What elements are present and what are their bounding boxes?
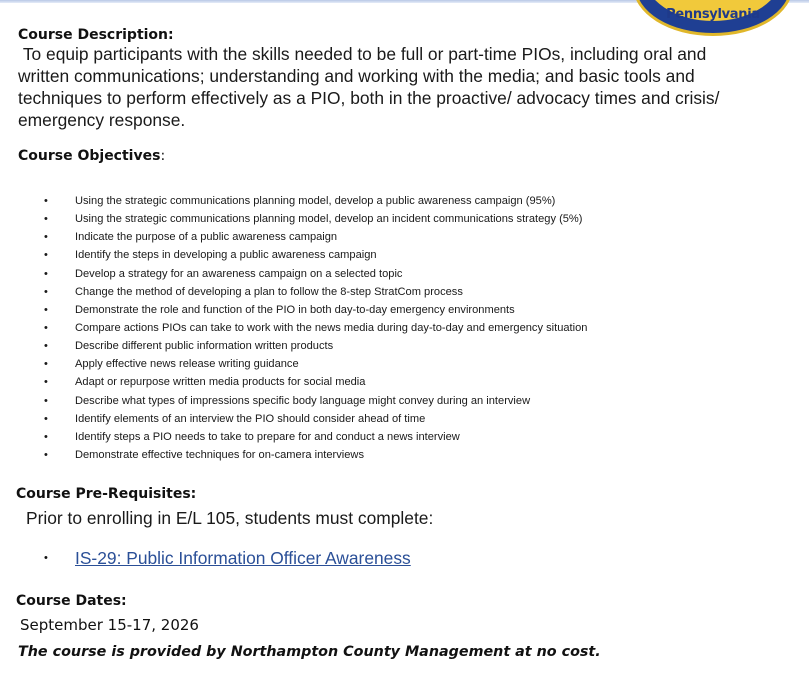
bullet-icon: • [44, 394, 48, 407]
bullet-icon: • [44, 285, 48, 298]
is-29-course-link[interactable]: IS-29: Public Information Officer Awareness [75, 548, 411, 568]
bullet-icon: • [44, 267, 48, 280]
bullet-icon: • [44, 213, 48, 226]
prerequisites-intro: Prior to enrolling in E/L 105, students must complete: [26, 508, 434, 528]
bullet-icon: • [44, 412, 48, 425]
bullet-icon: • [44, 303, 48, 316]
bullet-icon: • [44, 358, 48, 371]
bullet-icon: • [44, 231, 48, 244]
objective-text: Compare actions PIOs can take to work with the news media during day-to-day and emergency situation [75, 321, 588, 334]
objective-text: Using the strategic communications planning model, develop a public awareness campaign (95%) [75, 195, 556, 207]
bullet-icon: • [44, 249, 48, 262]
course-prerequisites-heading: Course Pre-Requisites: [16, 486, 197, 502]
prerequisite-bullet: • [44, 552, 48, 564]
course-description-text [18, 43, 738, 131]
objective-text: Develop a strategy for an awareness campaign on a selected topic [75, 267, 403, 280]
objective-text: Identify steps a PIO needs to take to prepare for and conduct a news interview [75, 430, 460, 443]
course-dates-heading: Course Dates: [16, 593, 127, 609]
objective-text: Describe what types of impressions specific body language might convey during an interview [75, 394, 531, 407]
bullet-icon: • [44, 340, 48, 353]
objective-text: Apply effective news release writing guidance [75, 358, 299, 371]
course-description-heading: Course Description: [18, 27, 174, 43]
objective-text: Describe different public information written products [75, 340, 334, 353]
cost-note: The course is provided by Northampton County Management at no cost. [18, 644, 601, 660]
objective-text: Identify the steps in developing a public awareness campaign [75, 249, 377, 262]
objective-text: Demonstrate the role and function of the PIO in both day-to-day emergency environments [75, 303, 515, 316]
pennsylvania-seal-logo [633, 0, 793, 36]
objective-text: Demonstrate effective techniques for on-camera interviews [75, 448, 364, 461]
seal-label: Pennsylvania [666, 7, 760, 22]
course-objectives-heading [18, 148, 165, 164]
course-objectives-colon: : [160, 148, 166, 164]
objective-text: Identify elements of an interview the PIO should consider ahead of time [75, 412, 426, 425]
course-dates-value: September 15-17, 2026 [20, 616, 199, 634]
course-description-body: To equip participants with the skills needed to be full or part-time PIOs, including oral and written communications; understanding and working with the media; and basic tools and techniques to perform effectively as a PIO, both in the proactive/ advocacy times and crisis/ emergency response. [18, 44, 720, 130]
course-objectives-title: Course Objectives [18, 148, 161, 164]
objective-text: Adapt or repurpose written media products for social media [75, 376, 366, 389]
objective-text: Indicate the purpose of a public awareness campaign [75, 231, 338, 244]
bullet-icon: • [44, 321, 48, 334]
bullet-icon: • [44, 430, 48, 443]
objective-text: Using the strategic communications planning model, develop an incident communications strategy (5%) [75, 213, 583, 226]
bullet-icon: • [44, 195, 48, 207]
bullet-icon: • [44, 448, 48, 461]
bullet-icon: • [44, 376, 48, 389]
objective-text: Change the method of developing a plan to follow the 8-step StratCom process [75, 285, 463, 298]
